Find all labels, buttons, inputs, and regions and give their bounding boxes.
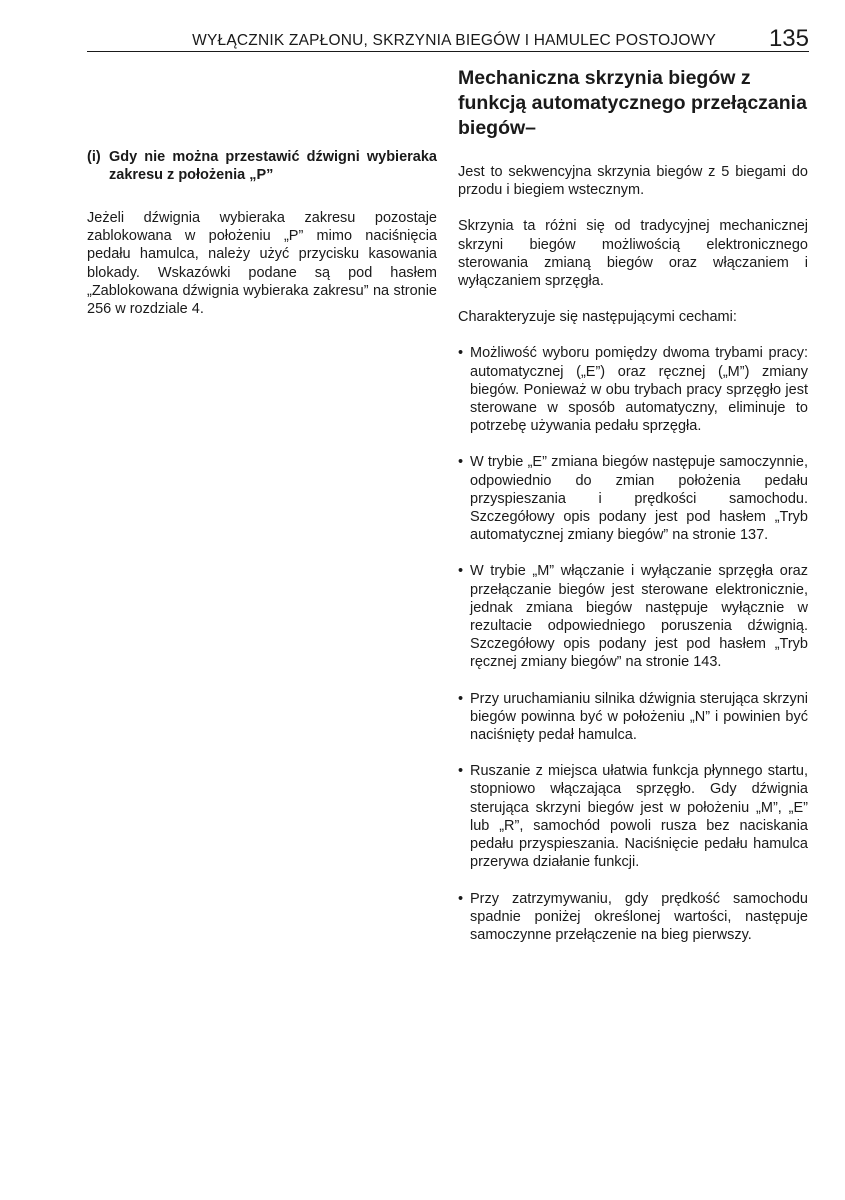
section-heading — [87, 148, 437, 184]
bullet-icon: • — [458, 345, 464, 362]
left-column — [87, 148, 437, 336]
page-header — [87, 26, 809, 54]
list-item-text: Przy zatrzymywaniu, gdy prędkość samochodu spadnie poniżej określonej wartości, następuje samoczynne przełączenie na bieg pierwszy. — [470, 890, 808, 943]
list-item-text: Możliwość wyboru pomiędzy dwoma trybami pracy: automatycznej („E”) oraz ręcznej („M”) zmiany biegów. Ponieważ w obu trybach pracy sprzęgło jest sterowane w sposób automatyczny, eliminuje to potrzebę używania pedału sprzęgła. — [470, 345, 808, 435]
list-item — [458, 762, 808, 871]
right-column — [458, 66, 808, 962]
section-paragraph: Jeżeli dźwignia wybieraka zakresu pozostaje zablokowana w położeniu „P” mimo naciśnięcia pedału hamulca, należy użyć przycisku kasowania blokady. Wskazówki podane są pod hasłem „Zablokowana dźwignia wybieraka zakresu” na stronie 256 w rozdziale 4. — [87, 210, 437, 318]
list-item — [458, 344, 808, 435]
description-paragraph: Skrzynia ta różni się od tradycyjnej mechanicznej skrzyni biegów możliwością elektronicznego sterowania zmianą biegów oraz włączaniem i wyłączaniem sprzęgła. — [458, 218, 808, 290]
feature-list — [458, 344, 808, 944]
features-lead-paragraph: Charakteryzuje się następującymi cechami: — [458, 309, 737, 326]
bullet-icon: • — [458, 454, 464, 471]
intro-paragraph: Jest to sekwencyjna skrzynia biegów z 5 biegami do przodu i biegiem wstecznym. — [458, 164, 808, 199]
bullet-icon: • — [458, 763, 464, 780]
list-item-text: W trybie „E” zmiana biegów następuje samoczynnie, odpowiednio do zmian położenia pedału przyspieszania i prędkości samochodu. Szczegółowy opis podany jest pod hasłem „Tryb automatycznej zmiany biegów” na stronie 137. — [470, 454, 808, 544]
section-title: Mechaniczna skrzynia biegów z funkcją automatycznego przełączania biegów– — [458, 67, 807, 139]
bullet-icon: • — [458, 890, 464, 907]
header-divider — [87, 51, 809, 52]
section-heading-text: Gdy nie można przestawić dźwigni wybieraka zakresu z położenia „P” — [109, 149, 437, 183]
list-item-text: Przy uruchamianiu silnika dźwignia sterująca skrzyni biegów powinna być w położeniu „N” i powinien być naciśnięty pedał hamulca. — [470, 690, 808, 744]
info-marker: (i) — [87, 149, 101, 165]
bullet-icon: • — [458, 563, 464, 580]
list-item — [458, 453, 808, 544]
list-item — [458, 562, 808, 671]
list-item — [458, 690, 808, 745]
list-item-text: Ruszanie z miejsca ułatwia funkcja płynnego startu, stopniowo włączająca sprzęgło. Gdy dźwignia sterująca skrzyni biegów jest w położeniu „M”, „E” lub „R”, samochód powoli rusza bez naciskania pedału przyspieszania. Naciśnięcie pedału hamulca przerywa działanie funkcji. — [470, 763, 808, 871]
list-item — [458, 890, 808, 945]
page-number: 135 — [768, 25, 809, 52]
bullet-icon: • — [458, 690, 464, 707]
list-item-text: W trybie „M” włączanie i wyłączanie sprzęgła oraz przełączanie biegów jest sterowane elektronicznie, jednak zmiana biegów następuje wyłącznie w rezultacie odpowiedniego poruszenia dźwignią. Szczegółowy opis podany jest pod hasłem „Tryb ręcznej zmiany biegów” na stronie 143. — [470, 563, 808, 671]
running-header-title: WYŁĄCZNIK ZAPŁONU, SKRZYNIA BIEGÓW I HAMULEC POSTOJOWY — [192, 32, 716, 49]
